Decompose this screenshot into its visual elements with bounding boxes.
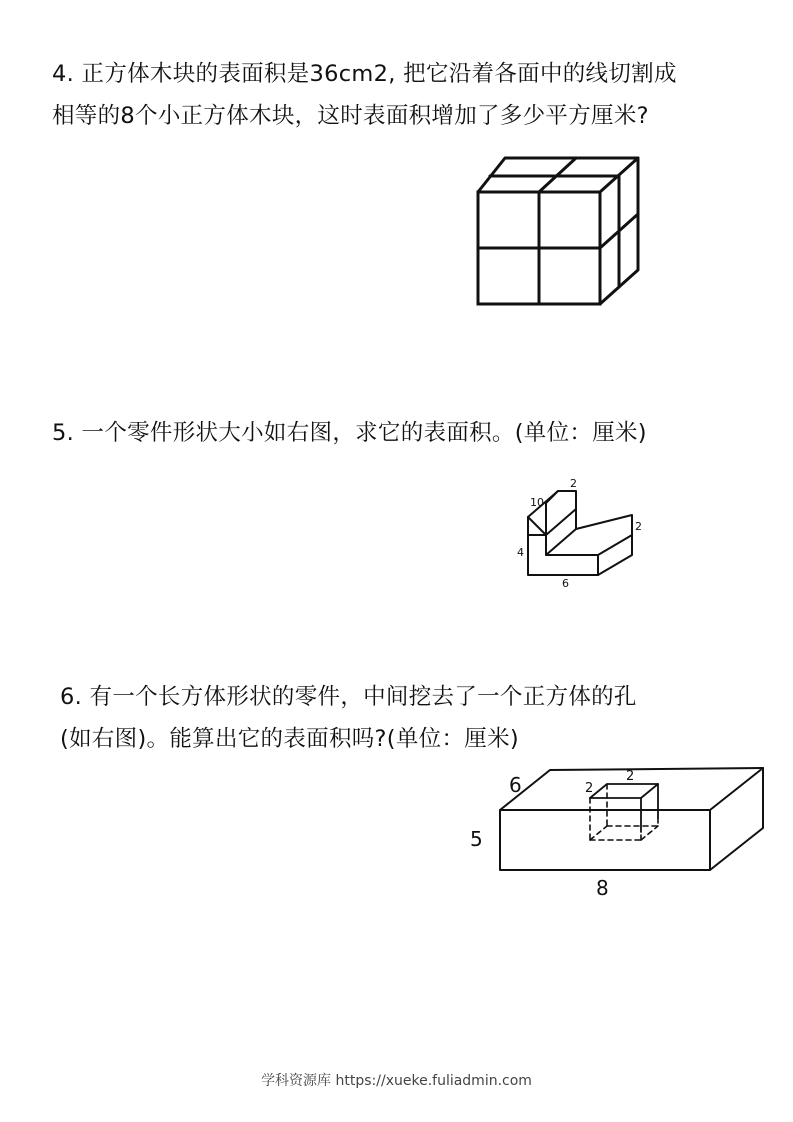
label-slant: 10	[530, 496, 544, 509]
hole-top-back-edges	[590, 784, 658, 818]
box-right-face	[710, 768, 763, 870]
footer-source: 学科资源库 https://xueke.fuliadmin.com	[261, 1073, 532, 1089]
question-6-line-2: (如右图)。能算出它的表面积吗?(单位：厘米)	[60, 726, 519, 752]
step-inner-edge	[546, 491, 558, 503]
question-4-line-1: 4. 正方体木块的表面积是36cm2, 把它沿着各面中的线切割成	[52, 61, 677, 87]
question-4-line-2: 相等的8个小正方体木块，这时表面积增加了多少平方厘米?	[52, 103, 649, 129]
box-front-face	[500, 810, 710, 870]
label-height: 5	[470, 827, 483, 851]
label-depth: 6	[509, 773, 522, 797]
question-4	[52, 53, 677, 137]
hole-top-front-edges	[590, 784, 658, 798]
step-left-edge	[528, 517, 546, 535]
box-with-hole-figure	[465, 760, 775, 910]
label-right: 2	[635, 520, 642, 533]
question-5	[52, 412, 647, 454]
step-right-face	[598, 535, 632, 575]
label-hole-left: 2	[585, 781, 594, 796]
question-5-line-1: 5. 一个零件形状大小如右图，求它的表面积。(单位：厘米)	[52, 420, 647, 446]
label-length: 8	[596, 876, 609, 900]
question-6-line-1: 6. 有一个长方体形状的零件，中间挖去了一个正方体的孔	[60, 684, 637, 710]
label-left: 4	[517, 546, 524, 559]
label-top: 2	[570, 477, 577, 490]
step-lower-top	[576, 515, 632, 555]
label-bottom: 6	[562, 577, 569, 590]
question-6	[60, 676, 637, 760]
cube-2x2-figure	[470, 150, 650, 315]
step-part-figure	[510, 475, 660, 590]
label-hole-top: 2	[626, 769, 635, 784]
